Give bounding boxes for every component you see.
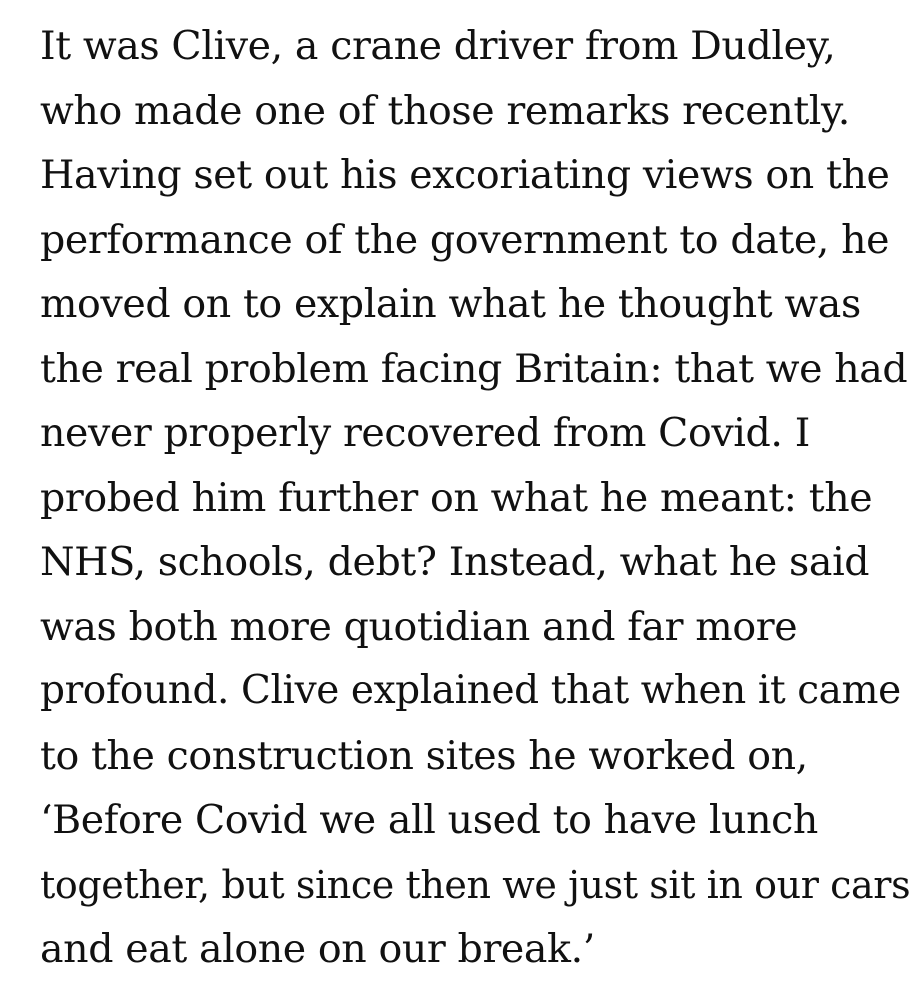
paragraph-line: who made one of those remarks recently. (40, 87, 850, 134)
paragraph-line: probed him further on what he meant: the (40, 474, 873, 521)
paragraph-line: was both more quotidian and far more (40, 603, 798, 650)
article-paragraph (40, 14, 910, 982)
paragraph-line: performance of the government to date, he (40, 216, 890, 263)
paragraph-line: NHS, schools, debt? Instead, what he said (40, 539, 870, 585)
paragraph-line: profound. Clive explained that when it came (40, 668, 901, 713)
paragraph-line: never properly recovered from Covid. I (40, 410, 810, 456)
paragraph-line: the real problem facing Britain: that we had (40, 345, 908, 392)
paragraph-line: moved on to explain what he thought was (40, 281, 861, 327)
paragraph-line: ‘Before Covid we all used to have lunch (40, 797, 818, 843)
paragraph-line: It was Clive, a crane driver from Dudley, (40, 23, 836, 69)
paragraph-line: Having set out his excoriating views on the (40, 152, 890, 198)
paragraph-line: to the construction sites he worked on, (40, 732, 808, 779)
paragraph-line: together, but since then we just sit in our cars (40, 862, 911, 907)
paragraph-line: and eat alone on our break.’ (40, 926, 595, 972)
